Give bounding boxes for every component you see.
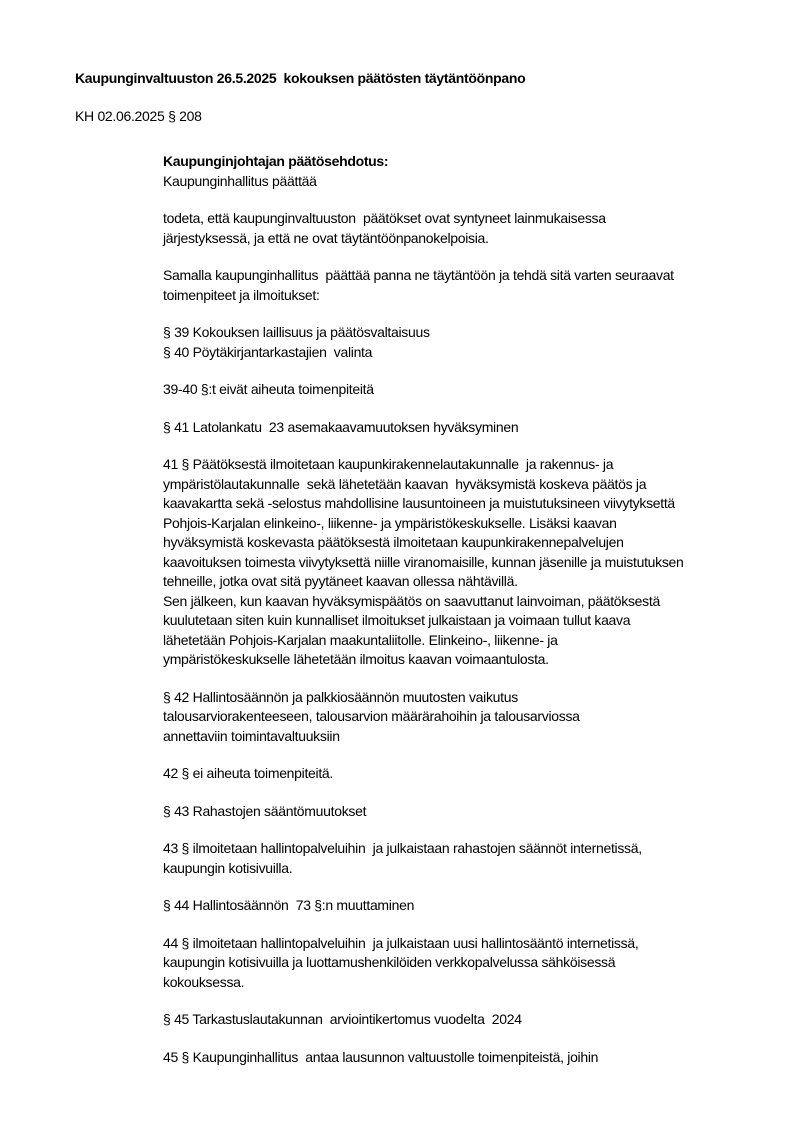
text-line: § 43 Rahastojen sääntömuutokset xyxy=(163,802,367,819)
text-line: § 41 Latolankatu 23 asemakaavamuutoksen hyväksyminen xyxy=(163,418,519,435)
paragraph xyxy=(163,209,758,248)
text-line: 42 § ei aiheuta toimenpiteitä. xyxy=(163,765,334,781)
text-line: kaupungin kotisivuilla. xyxy=(163,859,293,876)
text-line: 41 § Päätöksestä ilmoitetaan kaupunkirakennelautakunnalle ja rakennus- ja xyxy=(163,456,614,472)
document-title: Kaupunginvaltuuston 26.5.2025 kokouksen päätösten täytäntöönpano xyxy=(75,70,526,86)
paragraph xyxy=(163,380,758,400)
paragraph xyxy=(163,323,758,362)
text-line: talousarviorakenteeseen, talousarvion määrärahoihin ja talousarviossa xyxy=(163,708,580,724)
text-line: annettaviin toimintavaltuuksiin xyxy=(163,727,340,744)
text-line: 44 § ilmoitetaan hallintopalveluihin ja julkaistaan uusi hallintosääntö internetissä, xyxy=(163,934,639,951)
text-line: § 42 Hallintosäännön ja palkkiosäännön muutosten vaikutus xyxy=(163,688,518,705)
text-line: § 39 Kokouksen laillisuus ja päätösvaltaisuus xyxy=(163,324,430,340)
text-line: todeta, että kaupunginvaltuuston päätökset ovat syntyneet lainmukaisessa xyxy=(163,210,606,226)
paragraph xyxy=(163,896,758,916)
text-line: tehneille, jotka ovat sitä pyytäneet kaavan ollessa nähtävillä. xyxy=(163,573,518,589)
paragraph xyxy=(163,1048,758,1068)
paragraph xyxy=(163,418,758,438)
text-line: kaavoituksen toimesta viivytyksettä niille viranomaisille, kunnan jäsenille ja muistutuksen xyxy=(163,553,684,570)
text-line: § 40 Pöytäkirjantarkastajien valinta xyxy=(163,343,373,360)
text-line: 45 § Kaupunginhallitus antaa lausunnon valtuustolle toimenpiteistä, joihin xyxy=(163,1048,599,1065)
text-line: kaavakartta sekä -selostus mahdollisine lausuntoineen ja muistutuksineen viivytyksettä xyxy=(163,495,675,511)
text-line: § 44 Hallintosäännön 73 §:n muuttaminen xyxy=(163,897,415,913)
text-line: toimenpiteet ja ilmoitukset: xyxy=(163,286,320,303)
text-line: hyväksymistä koskevasta päätöksestä ilmoitetaan kaupunkirakennepalvelujen xyxy=(163,534,624,550)
document-reference: KH 02.06.2025 § 208 xyxy=(75,107,202,124)
text-line: ympäristökeskukselle lähetetään ilmoitus kaavan voimaantulosta. xyxy=(163,651,549,667)
text-line: § 45 Tarkastuslautakunnan arviointikertomus vuodelta 2024 xyxy=(163,1011,522,1027)
document-body xyxy=(163,152,758,1067)
text-line: järjestyksessä, ja että ne ovat täytäntöönpanokelpoisia. xyxy=(163,229,489,246)
paragraph xyxy=(163,802,758,822)
text-line: kaupungin kotisivuilla ja luottamushenkilöiden verkkopalvelussa sähköisessä xyxy=(163,954,616,970)
text-line: kuulutetaan siten kuin kunnalliset ilmoitukset julkaistaan ja voimaan tullut kaava xyxy=(163,612,631,628)
text-line: 39-40 §:t eivät aiheuta toimenpiteitä xyxy=(163,381,374,397)
paragraph xyxy=(163,839,758,878)
paragraph xyxy=(163,1010,758,1030)
text-line: Pohjois-Karjalan elinkeino-, liikenne- ja ympäristökeskukselle. Lisäksi kaavan xyxy=(163,514,617,531)
paragraph xyxy=(163,764,758,784)
text-line: kokouksessa. xyxy=(163,973,245,990)
paragraph xyxy=(163,934,758,993)
paragraph xyxy=(163,455,758,670)
proposal-heading: Kaupunginjohtajan päätösehdotus: xyxy=(163,153,389,169)
paragraph xyxy=(163,688,758,747)
text-line: ympäristölautakunnalle sekä lähetetään kaavan hyväksymistä koskeva päätös ja xyxy=(163,475,647,492)
text-line: Samalla kaupunginhallitus päättää panna ne täytäntöön ja tehdä sitä varten seuraavat xyxy=(163,267,674,283)
proposal-intro: Kaupunginhallitus päättää xyxy=(163,172,317,189)
text-line: 43 § ilmoitetaan hallintopalveluihin ja julkaistaan rahastojen säännöt internetissä, xyxy=(163,840,642,856)
paragraph xyxy=(163,266,758,305)
text-line: lähetetään Pohjois-Karjalan maakuntaliitolle. Elinkeino-, liikenne- ja xyxy=(163,631,558,648)
text-line: Sen jälkeen, kun kaavan hyväksymispäätös on saavuttanut lainvoiman, päätöksestä xyxy=(163,592,660,609)
paragraph-list xyxy=(163,209,758,1067)
